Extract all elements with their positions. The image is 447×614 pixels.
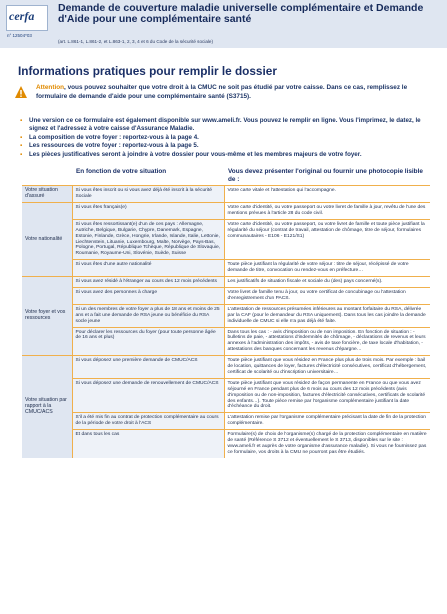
documents-cell: Toute pièce justifiant que vous résidez en France plus plus de trois mois. Par exemple : bail de location, quittances de loyer, factures d'électricité consécutives, certificat d'hébergement, certificat de scolarité ou d'inscription universitaire… [224, 356, 430, 379]
documents-cell: Dans tous les cas : - avis d'imposition ou de non imposition. En fonction de situation : - bulletins de paie, - attestations d'indemnités de chômage, - déclarations de revenus et leurs annexes à l'administration des impôts, - avis de taxe foncière, de taxe locale d'habitation, - attestations des banques concernant les revenus d'épargne… [224, 327, 430, 356]
header-spacer [22, 166, 72, 186]
table-header-row [22, 166, 430, 186]
table-row [22, 260, 430, 277]
documents-cell: Votre carte d'identité, ou votre passeport, ou votre livret de famille et toute pièce justifiant la régularité du séjour (contrat de travail, attestation de chômage, titre de séjour, formulaires communautaires - E106 - E121/S1) [224, 219, 430, 259]
category-cell: Votre situation d'assuré [22, 186, 72, 203]
documents-cell: Les justificatifs de situation fiscale et sociale du (des) pays concerné(s). [224, 277, 430, 288]
documents-cell: L'attestation remise par l'organisme complémentaire précisant la date de fin de la protection complémentaire. [224, 413, 430, 430]
cerfa-logo-text: cerfa [9, 9, 35, 23]
situation-cell: Et dans tous les cas [72, 430, 224, 458]
legal-reference: (art. L.861-1, L.861-2, et L.863-1, 2, 3, 4 et 6 du Code de la sécurité sociale) [58, 39, 214, 44]
table-row [22, 378, 430, 413]
category-cell: Votre situation par rapport à la CMUC/ACS [22, 356, 72, 458]
table-row [22, 203, 430, 220]
category-cell: Votre nationalité [22, 203, 72, 277]
header-situation: En fonction de votre situation [76, 168, 167, 175]
documents-cell: Votre carte d'identité, ou votre passeport ou votre livret de famille à jour, revêtu de l'une des mentions prévues à l'article 28 du code civil. [224, 203, 430, 220]
table-row [22, 413, 430, 430]
situation-cell: Si un des membres de votre foyer a plus de 18 ans et moins de 25 ans et a fait une demande de RSA jeune ou bénéficie du RSA socle jeune [72, 304, 224, 327]
form-title: Demande de couverture maladie universelle complémentaire et Demande d'Aide pour une complémentaire santé [58, 2, 424, 25]
documents-table [22, 166, 430, 458]
warning-triangle-icon [14, 85, 28, 99]
section-title: Informations pratiques pour remplir le dossier [18, 64, 277, 78]
table-row [22, 327, 430, 356]
documents-cell: Toute pièce justifiant que vous résidez de façon permanente en France ou que vous avez séjourné en France pendant plus de 6 mois au cours des 12 mois précédents (avis d'imposition ou de non-imposition, factures d'électricité consécutives, certificats de scolarité des enfants…). Toute pièce remise par l'organisme complémentaire justifiant la date d'échéance du droit. [224, 378, 430, 413]
table-row [22, 304, 430, 327]
documents-cell: L'attestation de ressources présumées inférieures au montant forfaitaire du RSA, délivrée par la CAF (pour le demandeur du RSA uniquement). Dans tous les cas joindre la demande individuelle de CMUC si elle n'a pas déjà été faite. [224, 304, 430, 327]
situation-cell: S'il a été mis fin au contrat de protection complémentaire au cours de la période de votre droit à l'ACS [72, 413, 224, 430]
documents-cell: Votre carte vitale et l'attestation qui l'accompagne. [224, 186, 430, 203]
instruction-online-form: ▪ Une version ce ce formulaire est également disponible sur www.ameli.fr. Vous pouvez le remplir en ligne. Vous l'imprimez, le datez, le signez et l'adressez à votre caisse d'Assurance Maladie. [20, 117, 436, 134]
attention-notice [14, 84, 432, 112]
table-row [22, 277, 430, 288]
situation-cell: Si vous êtes français(e) [72, 203, 224, 220]
form-header [0, 0, 447, 48]
situation-cell: Pour déclarer les ressources du foyer (pour toute personne âgée de 16 ans et plus) [72, 327, 224, 356]
attention-body: , vous pouvez souhaiter que votre droit à la CMUC ne soit pas étudié par votre caisse. Dans ce cas, remplissez le formulaire de demande d'aide pour une complémentaire santé (S3715). [36, 84, 408, 100]
instruction-household: ▪ La composition de votre foyer : reportez-vous à la page 4. [20, 134, 436, 142]
table-row [22, 219, 430, 259]
situation-cell: Si vous avez des personnes à charge [72, 287, 224, 304]
situation-cell: Si vous êtes d'une autre nationalité [72, 260, 224, 277]
table-row [22, 430, 430, 458]
cerfa-logo [6, 5, 48, 31]
form-number: n° 12504*03 [7, 33, 32, 38]
situation-cell: Si vous déposez une première demande de CMUC/ACS [72, 356, 224, 379]
instructions-list [20, 117, 436, 159]
table-row [22, 186, 430, 203]
situation-cell: Si vous êtes inscrit ou si vous avez déjà été inscrit à la sécurité Sociale [72, 186, 224, 203]
header-documents: Vous devez présenter l'original ou fournir une photocopie lisible de : [228, 168, 423, 183]
category-cell: Votre foyer et vos ressources [22, 277, 72, 356]
table-body [22, 186, 430, 458]
situation-cell: Si vous déposez une demande de renouvellement de CMUC/ACS [72, 378, 224, 413]
instruction-documents: ▪ Les pièces justificatives seront à joindre à votre dossier pour vous-même et les membres majeurs de votre foyer. [20, 151, 436, 159]
situation-cell: Si vous avez résidé à l'étranger au cours des 12 mois précédents [72, 277, 224, 288]
instruction-resources: ▪ Les ressources de votre foyer : reportez-vous à la page 5. [20, 142, 436, 150]
documents-cell: Toute pièce justifiant la régularité de votre séjour : titre de séjour, récépissé de votre demande de titre, convocation ou rendez-vous en préfecture… [224, 260, 430, 277]
table-row [22, 287, 430, 304]
attention-label: Attention [36, 84, 65, 91]
attention-text [36, 84, 432, 101]
documents-cell: Formulaire(s) de choix de l'organisme(s) chargé de la protection complémentaire en matière de santé (Référence S 3712 et éventuellement le S 3713, disponibles sur le site : www.ameli.fr et auprès de votre organisme d'assurance maladie). Si vous ne fournissez pas ce formulaire, vos droits à la CMU ne pourront pas être étudiés. [224, 430, 430, 458]
situation-cell: Si vous êtes ressortissant(e) d'un de ces pays : Allemagne, Autriche, Belgique, Bulgarie, Chypre, Danemark, Espagne, Estonie, Finlande, Grèce, Hongrie, Irlande, Islande, Italie, Lettonie, Liechtenstein, Lituanie, Luxembourg, Malte, Norvège, Pays-Bas, Pologne, Portugal, République Tchèque, République de Slovaquie, Roumanie, Royaume-Uni, Slovénie, Suède, Suisse [72, 219, 224, 259]
table-row [22, 356, 430, 379]
documents-cell: Votre livret de famille tenu à jour, ou votre certificat de concubinage ou l'attestation d'enregistrement d'un PACS. [224, 287, 430, 304]
